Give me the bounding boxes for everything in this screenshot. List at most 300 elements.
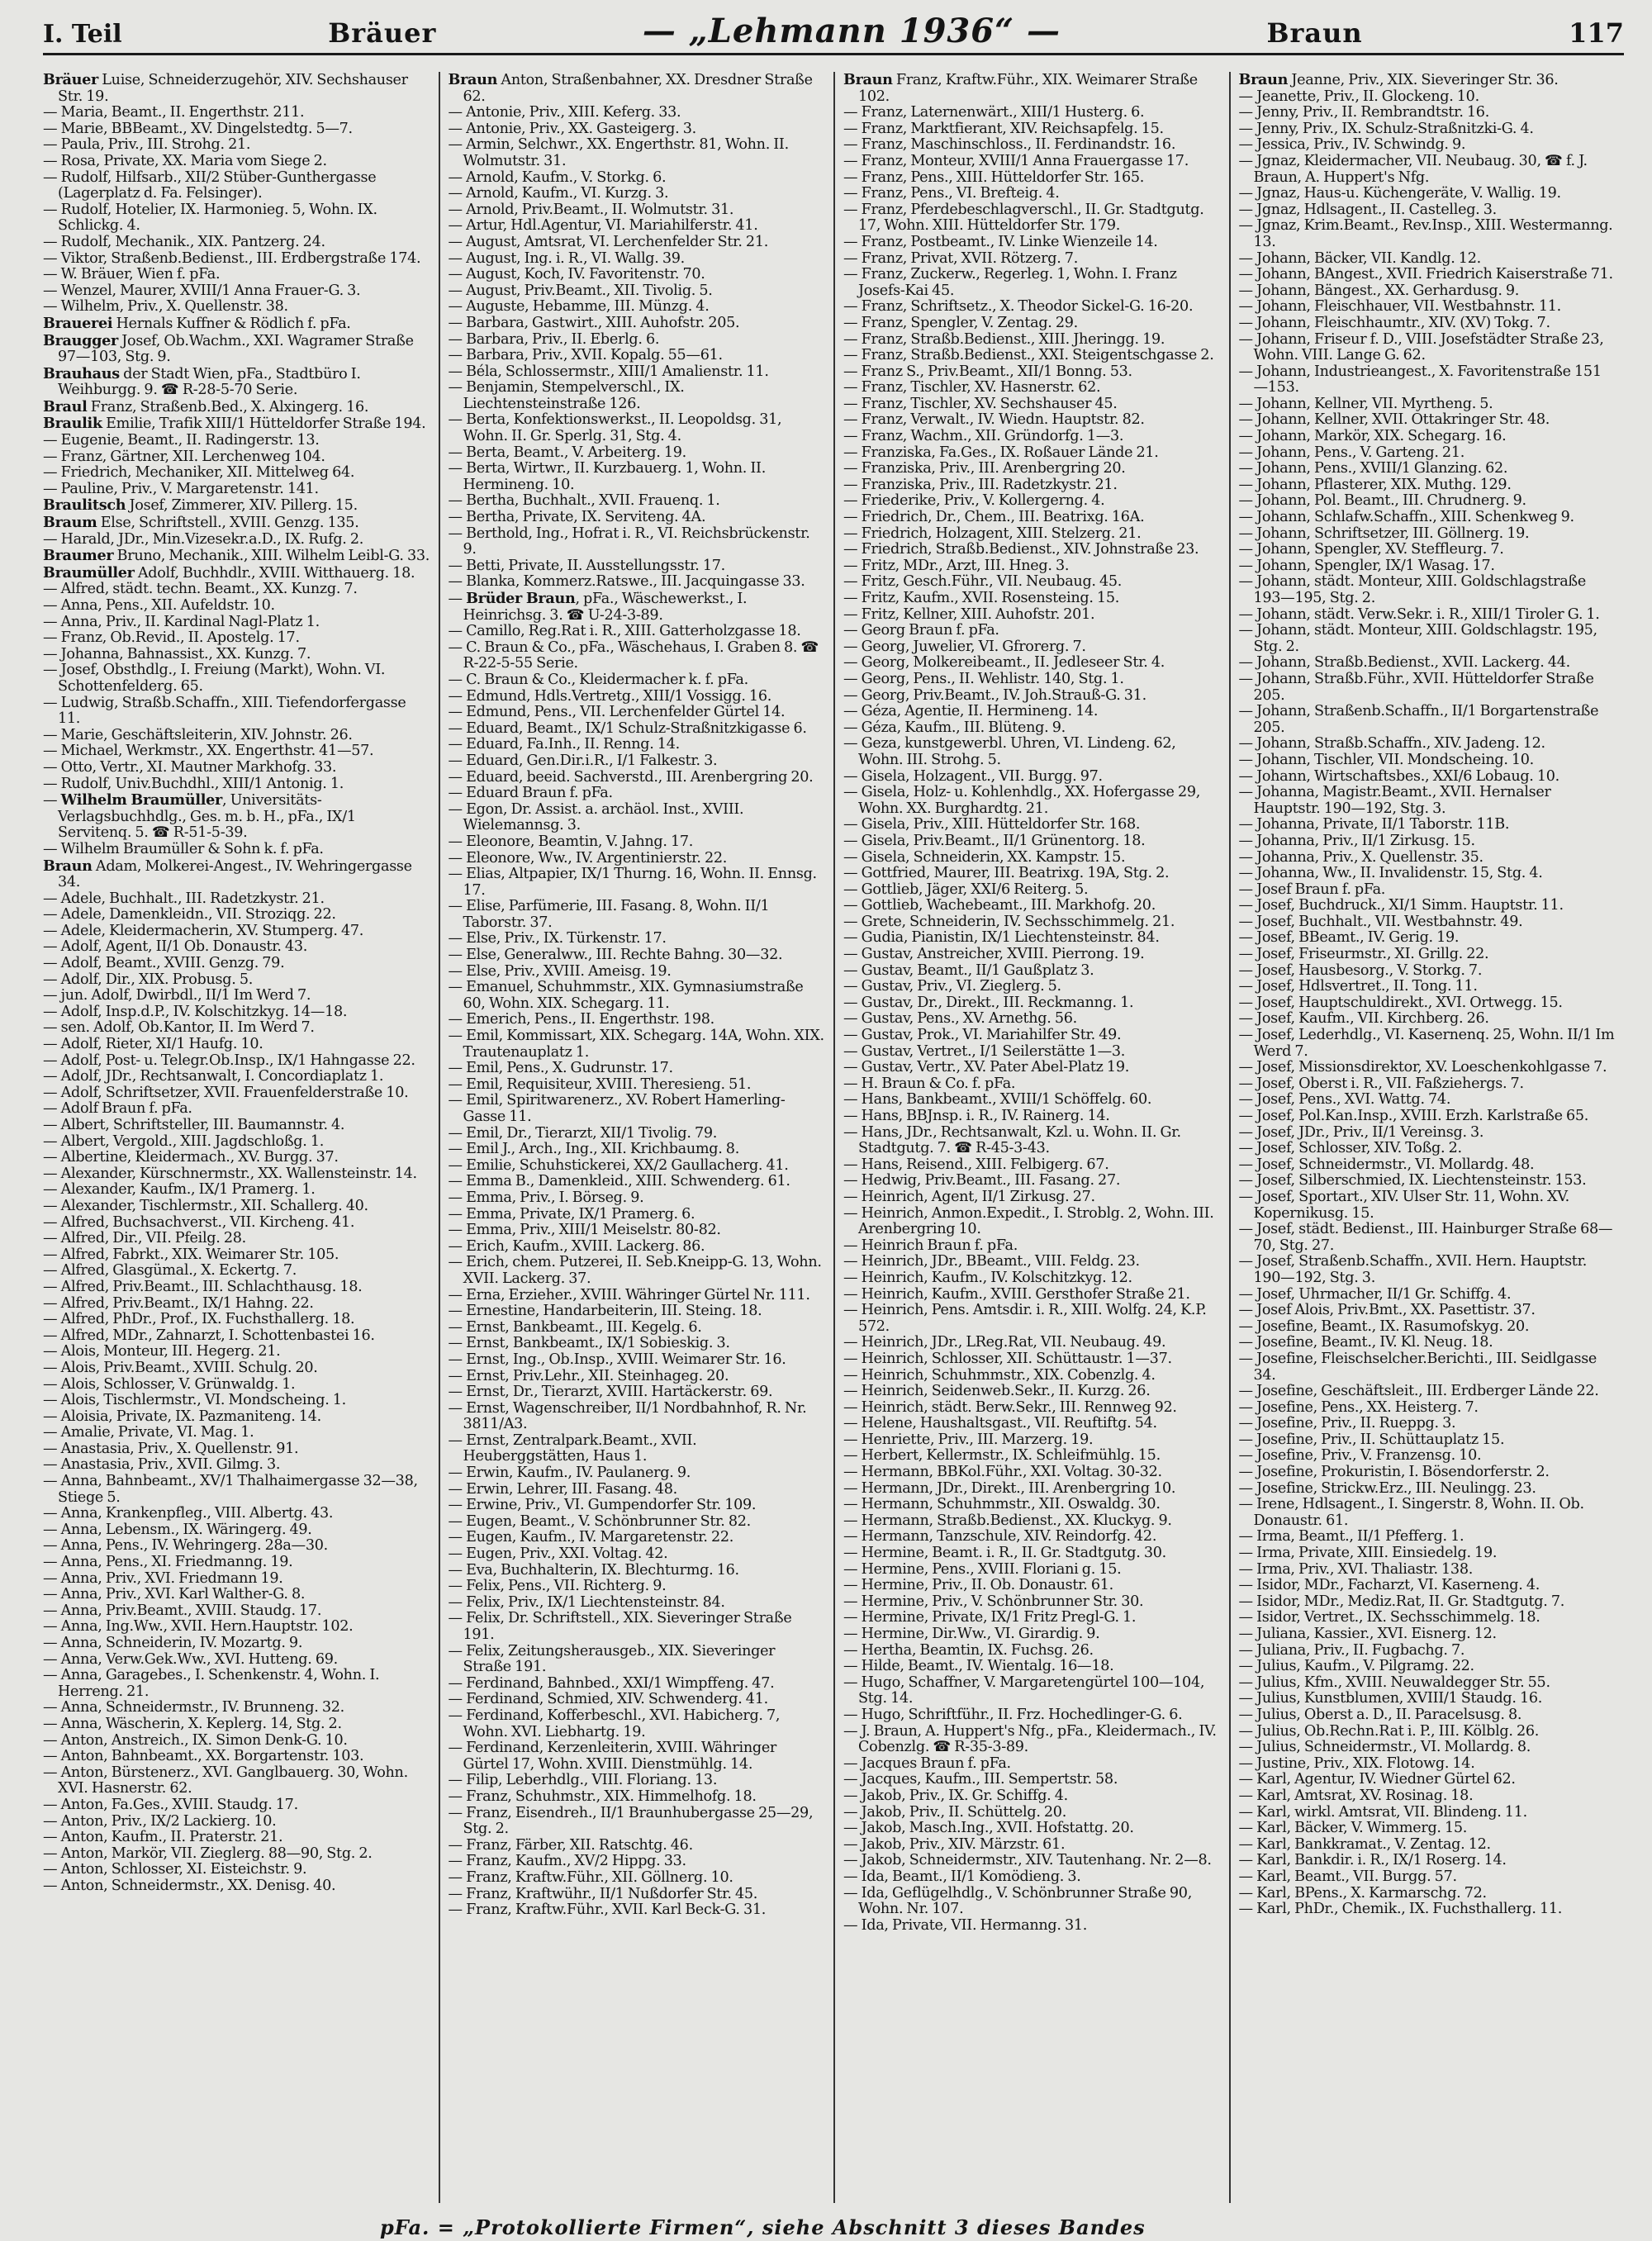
- directory-entry: — Johann, Fleischhauer, VII. Westbahnstr. 11.: [1238, 298, 1561, 316]
- directory-entry: — Josef, Silberschmied, IX. Liechtensteinstr. 153.: [1238, 1172, 1587, 1189]
- directory-entry: — Josef, Lederhdlg., VI. Kasernenq. 25, Wohn. II/1 Im Werd 7.: [1238, 1027, 1615, 1060]
- directory-entry: — Gottlieb, Jäger, XXI/6 Reiterg. 5.: [843, 881, 1089, 898]
- directory-entry: — Heinrich, Anmon.Expedit., I. Stroblg. 2, Wohn. III. Arenbergring 10.: [843, 1204, 1214, 1238]
- directory-entry: — Hermine, Beamt. i. R., II. Gr. Stadtgutg. 30.: [843, 1545, 1166, 1562]
- directory-entry: — Johann, Pens., V. Garteng. 21.: [1238, 444, 1465, 461]
- directory-entry: — Franz, Maschinschloss., II. Ferdinandstr. 16.: [843, 136, 1176, 154]
- directory-entry: — Blanka, Kommerz.Ratswe., III. Jacquingasse 33.: [448, 573, 805, 591]
- directory-entry: — Franz, Postbeamt., IV. Linke Wienzeile 14.: [843, 233, 1158, 250]
- directory-entry: — Karl, BPens., X. Karmarschg. 72.: [1238, 1884, 1487, 1902]
- directory-entry: — sen. Adolf, Ob.Kantor, II. Im Werd 7.: [43, 1019, 315, 1037]
- directory-entry: — Franz, Spengler, V. Zentag. 29.: [843, 314, 1078, 331]
- directory-entry: Braum Else, Schriftstell., XVIII. Genzg. 135.: [43, 514, 359, 532]
- directory-entry: — Alois, Tischlermstr., VI. Mondscheing. 1.: [43, 1392, 346, 1409]
- directory-entry: — Gustav, Anstreicher, XVIII. Pierrong. 19.: [843, 946, 1145, 963]
- directory-entry: — August, Priv.Beamt., XII. Tivolig. 5.: [448, 282, 713, 299]
- directory-entry: — Ernst, Priv.Lehr., XII. Steinhageg. 20.: [448, 1367, 729, 1384]
- directory-entry: — jun. Adolf, Dwirbdl., II/1 Im Werd 7.: [43, 987, 311, 1004]
- directory-entry: — Anastasia, Priv., XVII. Gilmg. 3.: [43, 1456, 281, 1474]
- directory-entry: — Armin, Selchwr., XX. Engerthstr. 81, Wohn. II. Wolmutstr. 31.: [448, 136, 789, 169]
- directory-entry: — Johann, städt. Monteur, XIII. Goldschlagstraße 193—195, Stg. 2.: [1238, 573, 1586, 606]
- directory-entry: — Josef, Schneidermstr., VI. Mollardg. 48.: [1238, 1156, 1535, 1173]
- directory-entry: — Ida, Beamt., II/1 Komödieng. 3.: [843, 1868, 1081, 1885]
- directory-entry: — Anna, Bahnbeamt., XV/1 Thalhaimergasse 32—38, Stiege 5.: [43, 1473, 418, 1506]
- directory-entry: — Alfred, Priv.Beamt., III. Schlachthausg. 18.: [43, 1278, 363, 1295]
- directory-entry: — Adolf, Schriftsetzer, XVII. Frauenfelderstraße 10.: [43, 1084, 409, 1101]
- directory-entry: — Alois, Schlosser, V. Grünwaldg. 1.: [43, 1375, 296, 1393]
- directory-entry: — Filip, Leberhdlg., VIII. Floriang. 13.: [448, 1772, 718, 1789]
- directory-entry: — Artur, Hdl.Agentur, VI. Mariahilferstr. 41.: [448, 217, 758, 235]
- directory-entry: — Wilhelm, Priv., X. Quellenstr. 38.: [43, 298, 288, 316]
- directory-entry: — Julius, Kunstblumen, XVIII/1 Staudg. 16.: [1238, 1690, 1543, 1707]
- directory-entry: — Johanna, Magistr.Beamt., XVII. Hernalser Hauptstr. 190—192, Stg. 3.: [1238, 784, 1551, 817]
- directory-entry: — Georg Braun f. pFa.: [843, 622, 999, 639]
- directory-entry: — H. Braun & Co. f. pFa.: [843, 1075, 1016, 1092]
- directory-entry: — Josefine, Beamt., IX. Rasumofskyg. 20.: [1238, 1318, 1530, 1335]
- directory-entry: — Anton, Markör, VII. Zieglerg. 88—90, Stg. 2.: [43, 1845, 373, 1862]
- directory-entry: — Johann, städt. Monteur, XIII. Goldschlagstr. 195, Stg. 2.: [1238, 622, 1597, 655]
- directory-entry: — Johanna, Priv., X. Quellenstr. 35.: [1238, 848, 1483, 866]
- directory-entry: — Jakob, Priv., II. Schüttelg. 20.: [843, 1803, 1066, 1821]
- directory-entry: — Julius, Kaufm., V. Pilgramg. 22.: [1238, 1658, 1474, 1675]
- directory-entry: — Franz, Pferdebeschlagverschl., II. Gr. Stadtgutg. 17, Wohn. XIII. Hütteldorfer Str. 179.: [843, 201, 1204, 235]
- directory-entry: — August, Koch, IV. Favoritenstr. 70.: [448, 266, 705, 283]
- directory-entry: — Emanuel, Schuhmmstr., XIX. Gymnasiumstraße 60, Wohn. XIX. Schegarg. 11.: [448, 979, 804, 1012]
- directory-entry: — Albert, Vergold., XIII. Jagdschloßg. 1.: [43, 1132, 325, 1150]
- directory-entry: — Rudolf, Hilfsarb., XII/2 Stüber-Gunthergasse (Lagerplatz d. Fa. Felsinger).: [43, 169, 377, 202]
- directory-entry: — Adele, Kleidermacherin, XV. Stumperg. 47.: [43, 922, 364, 939]
- directory-entry: — Franz, Straßb.Bedienst., XIII. Jheringg. 19.: [843, 330, 1165, 348]
- directory-entry: — Josefine, Priv., II. Schüttauplatz 15.: [1238, 1431, 1505, 1448]
- directory-entry: — Irma, Private, XIII. Einsiedelg. 19.: [1238, 1545, 1498, 1562]
- directory-entry: — Franz, Färber, XII. Ratschtg. 46.: [448, 1836, 693, 1854]
- column-2: [439, 72, 834, 2203]
- directory-entry: Braun Adam, Molkerei-Angest., IV. Wehringergasse 34.: [43, 857, 412, 891]
- directory-entry: — Anna, Ing.Ww., XVII. Hern.Hauptstr. 102.: [43, 1618, 354, 1636]
- directory-entry: — Géza, Agentie, II. Hermineng. 14.: [843, 703, 1099, 720]
- directory-entry: — Felix, Zeitungsherausgeb., XIX. Sieveringer Straße 191.: [448, 1642, 776, 1676]
- directory-entry: — Fritz, Kaufm., XVII. Rosensteing. 15.: [843, 590, 1120, 606]
- directory-entry: — Hans, Bankbeamt., XVIII/1 Schöffelg. 60.: [843, 1091, 1152, 1109]
- directory-entry: — Hedwig, Priv.Beamt., III. Fasang. 27.: [843, 1172, 1121, 1189]
- directory-entry: — Ernst, Bankbeamt., IX/1 Sobieskig. 3.: [448, 1335, 730, 1352]
- directory-entry: — Béla, Schlossermstr., XIII/1 Amalienstr. 11.: [448, 363, 769, 380]
- directory-entry: — Heinrich, städt. Berw.Sekr., III. Rennweg 92.: [843, 1398, 1177, 1416]
- directory-entry: — C. Braun & Co., Kleidermacher k. f. pFa.: [448, 671, 748, 688]
- directory-entry: — Josefine, Beamt., IV. Kl. Neug. 18.: [1238, 1334, 1493, 1351]
- directory-entry: — Anna, Pens., XI. Friedmanng. 19.: [43, 1554, 293, 1571]
- directory-entry: Braugger Josef, Ob.Wachm., XXI. Wagramer Straße 97—103, Stg. 9.: [43, 331, 414, 366]
- directory-entry: — Johann, Bäcker, VII. Kandlg. 12.: [1238, 249, 1481, 267]
- directory-entry: — Alexander, Kürschnermstr., XX. Wallensteinstr. 14.: [43, 1165, 417, 1182]
- directory-entry: — Ludwig, Straßb.Schaffn., XIII. Tiefendorfergasse 11.: [43, 694, 406, 728]
- directory-entry: — Camillo, Reg.Rat i. R., XIII. Gatterholzgasse 18.: [448, 623, 801, 640]
- directory-entry: — Josefine, Strickw.Erz., III. Neulingg. 23.: [1238, 1479, 1536, 1497]
- directory-entry: — Franz S., Priv.Beamt., XII/1 Bonng. 53.: [843, 363, 1132, 380]
- directory-entry: — Paula, Priv., III. Strohg. 21.: [43, 136, 251, 154]
- directory-entry: — Irma, Beamt., II/1 Pfefferg. 1.: [1238, 1528, 1464, 1545]
- directory-entry: — Heinrich, Pens. Amtsdir. i. R., XIII. Wolfg. 24, K.P. 572.: [843, 1302, 1207, 1335]
- directory-entry: — Anna, Pens., XII. Aufeldstr. 10.: [43, 597, 275, 614]
- directory-entry: — C. Braun & Co., pFa., Wäschehaus, I. Graben 8. ☎ R-22-5-55 Serie.: [448, 639, 819, 672]
- directory-entry: — Erich, Kaufm., XVIII. Lackerg. 86.: [448, 1237, 705, 1255]
- directory-entry: — Eduard Braun f. pFa.: [448, 785, 613, 802]
- directory-entry: — Harald, JDr., Min.Vizesekr.a.D., IX. Rufg. 2.: [43, 530, 364, 548]
- directory-entry: — Bertha, Buchhalt., XVII. Frauenq. 1.: [448, 492, 720, 510]
- directory-entry: Braun Anton, Straßenbahner, XX. Dresdner Straße 62.: [448, 72, 813, 105]
- directory-entry: — Friedrich, Straßb.Bedienst., XIV. Johnstraße 23.: [843, 541, 1199, 558]
- directory-entry: — Johann, Industrieangest., X. Favoritenstraße 151—153.: [1238, 363, 1602, 396]
- directory-entry: — Irma, Priv., XVI. Thaliastr. 138.: [1238, 1560, 1474, 1578]
- directory-entry: — Adele, Buchhalt., III. Radetzkystr. 21.: [43, 890, 325, 907]
- directory-entry: — Josef, Sportart., XIV. Ulser Str. 11, Wohn. XV. Kopernikusg. 15.: [1238, 1188, 1569, 1222]
- directory-entry: — Anna, Verw.Gek.Ww., XVI. Hutteng. 69.: [43, 1650, 338, 1668]
- directory-entry: — Johann, Schlafw.Schaffn., XIII. Schenkweg 9.: [1238, 509, 1574, 526]
- directory-entry: — Franz, Wachm., XII. Gründorfg. 1—3.: [843, 428, 1124, 445]
- directory-entry: — Else, Priv., IX. Türkenstr. 17.: [448, 930, 667, 947]
- directory-entry: — Franz, Kraftwühr., II/1 Nußdorfer Str. 45.: [448, 1885, 758, 1902]
- directory-entry: — Franz, Marktfierant, XIV. Reichsapfelg. 15.: [843, 120, 1164, 137]
- directory-entry: — Alfred, Fabrkt., XIX. Weimarer Str. 105.: [43, 1246, 339, 1263]
- directory-entry: — Johann, Straßb.Schaffn., XIV. Jadeng. 12.: [1238, 735, 1545, 753]
- directory-entry: — Eugen, Priv., XXI. Voltag. 42.: [448, 1545, 668, 1563]
- directory-entry: — Hermine, Priv., II. Ob. Donaustr. 61.: [843, 1577, 1113, 1594]
- directory-entry: — Johann, Straßenb.Schaffn., II/1 Borgartenstraße 205.: [1238, 703, 1599, 736]
- directory-entry: — Berta, Konfektionswerkst., II. Leopoldsg. 31, Wohn. II. Gr. Sperlg. 31, Stg. 4.: [448, 411, 782, 445]
- directory-entry: — Karl, wirkl. Amtsrat, VII. Blindeng. 11.: [1238, 1803, 1527, 1821]
- directory-entry: — Franz, Ob.Revid., II. Apostelg. 17.: [43, 629, 300, 647]
- directory-entry: — Ida, Private, VII. Hermanng. 31.: [843, 1916, 1088, 1934]
- directory-entry: — Gisela, Holz- u. Kohlenhdlg., XX. Hofergasse 29, Wohn. XX. Burghardtg. 21.: [843, 784, 1201, 817]
- directory-entry: — Franz, Verwalt., IV. Wiedn. Hauptstr. 82.: [843, 411, 1145, 429]
- directory-entry: — Franz, Kraftw.Führ., XVII. Karl Beck-G. 31.: [448, 1902, 767, 1919]
- directory-entry: — Arnold, Kaufm., VI. Kurzg. 3.: [448, 185, 669, 202]
- directory-entry: — Emerich, Pens., II. Engerthstr. 198.: [448, 1011, 714, 1028]
- directory-entry: — Gottlieb, Wachebeamt., III. Markhofg. 20.: [843, 897, 1156, 914]
- directory-entry: — Johanna, Private, II/1 Taborstr. 11B.: [1238, 816, 1510, 833]
- directory-entry: Braumer Bruno, Mechanik., XIII. Wilhelm Leibl-G. 33.: [43, 547, 430, 565]
- directory-entry: — Franz, Pens., VI. Brefteig. 4.: [843, 185, 1060, 202]
- directory-entry: — Josef, Oberst i. R., VII. Faßziehergs. 7.: [1238, 1075, 1524, 1092]
- directory-entry: — Johann, Straßb.Bedienst., XVII. Lackerg. 44.: [1238, 654, 1570, 672]
- directory-entry: — Josef, Uhrmacher, II/1 Gr. Schiffg. 4.: [1238, 1285, 1512, 1303]
- directory-entry: — Barbara, Priv., II. Eberlg. 6.: [448, 330, 660, 348]
- directory-entry: — Gustav, Priv., VI. Zieglerg. 5.: [843, 978, 1061, 995]
- directory-entry: — Josef, Hauptschuldirekt., XVI. Ortwegg. 15.: [1238, 994, 1563, 1011]
- directory-entry: Braul Franz, Straßenb.Bed., X. Alxingerg. 16.: [43, 397, 369, 415]
- directory-entry: — Adolf, Dir., XIX. Probusg. 5.: [43, 971, 254, 988]
- directory-entry: — Friedrich, Mechaniker, XII. Mittelweg 64.: [43, 464, 355, 482]
- directory-entry: — Karl, Amtsrat, XV. Rosinag. 18.: [1238, 1787, 1474, 1804]
- directory-entry: — Johann, Pflasterer, XIX. Muthg. 129.: [1238, 476, 1512, 493]
- directory-entry: — Franz, Tischler, XV. Sechshauser 45.: [843, 395, 1118, 412]
- directory-entry: — W. Bräuer, Wien f. pFa.: [43, 266, 221, 283]
- directory-entry: — Gottfried, Maurer, III. Beatrixg. 19A, Stg. 2.: [843, 865, 1170, 882]
- directory-entry: — Else, Priv., XVIII. Ameisg. 19.: [448, 962, 672, 980]
- directory-entry: — Adolf Braun f. pFa.: [43, 1100, 192, 1118]
- directory-entry: — Juliana, Priv., II. Fugbachg. 7.: [1238, 1641, 1465, 1659]
- directory-entry: — Rudolf, Hotelier, IX. Harmonieg. 5, Wohn. IX. Schlickg. 4.: [43, 201, 377, 235]
- directory-entry: — Hermine, Pens., XVIII. Floriani g. 15.: [843, 1560, 1122, 1578]
- directory-entry: — Jakob, Schneidermstr., XIV. Tautenhang. Nr. 2—8.: [843, 1852, 1212, 1869]
- directory-entry: — Eugenie, Beamt., II. Radingerstr. 13.: [43, 432, 320, 449]
- directory-entry: — Franz, Kaufm., XV/2 Hippg. 33.: [448, 1853, 686, 1870]
- directory-entry: — August, Ing. i. R., VI. Wallg. 39.: [448, 249, 685, 267]
- directory-entry: — Hermine, Dir.Ww., VI. Girardig. 9.: [843, 1626, 1100, 1642]
- directory-entry: — Alfred, Glasgümal., X. Eckertg. 7.: [43, 1262, 297, 1280]
- directory-entry: — Karl, Bankdir. i. R., IX/1 Roserg. 14.: [1238, 1852, 1507, 1869]
- directory-entry: — Jakob, Masch.Ing., XVII. Hofstattg. 20.: [843, 1820, 1134, 1837]
- directory-entry: — Benjamin, Stempelverschl., IX. Liechtensteinstraße 126.: [448, 379, 685, 412]
- directory-entry: — Ernst, Zentralpark.Beamt., XVII. Heuberggstätten, Haus 1.: [448, 1431, 697, 1465]
- directory-entry: — Eduard, beeid. Sachverstd., III. Arenbergring 20.: [448, 768, 814, 786]
- directory-entry: Braumüller Adolf, Buchhdlr., XVIII. Witthauerg. 18.: [43, 563, 415, 582]
- directory-entry: — Ernst, Bankbeamt., III. Kegelg. 6.: [448, 1318, 702, 1336]
- directory-entry: — Anton, Schlosser, XI. Eisteichstr. 9.: [43, 1861, 307, 1878]
- directory-entry: — Franz, Pens., XIII. Hütteldorfer Str. 165.: [843, 169, 1145, 186]
- directory-entry: — Hermann, Straßb.Bedienst., XX. Kluckyg. 9.: [843, 1512, 1172, 1529]
- directory-entry: — Heinrich, Agent, II/1 Zirkusg. 27.: [843, 1188, 1095, 1205]
- directory-entry: — Franz, Kraftw.Führ., XII. Göllnerg. 10.: [448, 1868, 733, 1886]
- directory-entry: — Fritz, Gesch.Führ., VII. Neubaug. 45.: [843, 573, 1123, 591]
- directory-entry: Brauerei Hernals Kuffner & Rödlich f. pFa.: [43, 314, 351, 332]
- directory-entry: — Johann, Fleischhaumtr., XIV. (XV) Tokg. 7.: [1238, 314, 1550, 331]
- directory-entry: — Heinrich, Kaufm., XVIII. Gersthofer Straße 21.: [843, 1285, 1190, 1303]
- directory-entry: — Emma, Priv., I. Börseg. 9.: [448, 1189, 644, 1206]
- directory-entry: — Fritz, Kellner, XIII. Auhofstr. 201.: [843, 605, 1095, 623]
- directory-entry: — Franz, Schriftsetz., X. Theodor Sickel-G. 16-20.: [843, 298, 1194, 316]
- directory-entry: — Hermann, Schuhmmstr., XII. Oswaldg. 30.: [843, 1496, 1161, 1513]
- directory-entry: — Fritz, MDr., Arzt, III. Hneg. 3.: [843, 557, 1070, 574]
- directory-entry: — Juliana, Kassier., XVI. Eisnerg. 12.: [1238, 1626, 1497, 1642]
- directory-entry: — Adele, Damenkleidn., VII. Stroziqg. 22.: [43, 906, 336, 923]
- directory-entry: — Josefine, Pens., XX. Heisterg. 7.: [1238, 1398, 1479, 1416]
- directory-entry: — Georg, Juwelier, VI. Gfrorerg. 7.: [843, 638, 1086, 655]
- directory-entry: — Julius, Kfm., XVIII. Neuwaldegger Str. 55.: [1238, 1674, 1550, 1691]
- right-catchword: Braun: [1266, 17, 1363, 49]
- directory-entry: — Josef, Straßenb.Schaffn., XVII. Hern. Hauptstr. 190—192, Stg. 3.: [1238, 1253, 1588, 1286]
- directory-entry: — Herbert, Kellermstr., IX. Schleifmühlg. 15.: [843, 1447, 1161, 1465]
- directory-entry: — Jeanette, Priv., II. Glockeng. 10.: [1238, 88, 1479, 105]
- directory-entry: — Egon, Dr. Assist. a. archäol. Inst., XVIII. Wielemannsg. 3.: [448, 800, 744, 834]
- directory-entry: — Josef, Friseurmstr., XI. Grillg. 22.: [1238, 946, 1489, 963]
- directory-entry: — Josef, Kaufm., VII. Kirchberg. 26.: [1238, 1010, 1489, 1028]
- directory-entry: — Heinrich, JDr., LReg.Rat, VII. Neubaug. 49.: [843, 1334, 1166, 1351]
- directory-entry: — Karl, PhDr., Chemik., IX. Fuchsthallerg. 11.: [1238, 1901, 1563, 1918]
- directory-entry: — Eduard, Gen.Dir.i.R., I/1 Falkestr. 3.: [448, 752, 718, 769]
- directory-entry: — Albert, Schriftsteller, III. Baumannstr. 4.: [43, 1117, 345, 1133]
- directory-entry: — Jenny, Priv., II. Rembrandtstr. 16.: [1238, 104, 1489, 121]
- directory-entry: — Anton, Fa.Ges., XVIII. Staudg. 17.: [43, 1796, 298, 1813]
- directory-entry: — Hans, JDr., Rechtsanwalt, Kzl. u. Wohn. II. Gr. Stadtgutg. 7. ☎ R-45-3-43.: [843, 1123, 1181, 1157]
- part-label: I. Teil: [43, 20, 122, 49]
- directory-entry: — Bertha, Private, IX. Serviteng. 4A.: [448, 509, 706, 526]
- directory-entry: — Alexander, Tischlermstr., XII. Schallerg. 40.: [43, 1197, 368, 1214]
- directory-entry: — Jgnaz, Kleidermacher, VII. Neubaug. 30, ☎ f. J. Braun, A. Huppert's Nfg.: [1238, 152, 1588, 186]
- directory-entry: — Johanna, Priv., II/1 Zirkusg. 15.: [1238, 832, 1475, 849]
- directory-entry: — Johanna, Bahnassist., XX. Kunzg. 7.: [43, 645, 311, 662]
- directory-entry: — Anton, Bahnbeamt., XX. Borgartenstr. 103.: [43, 1748, 364, 1765]
- directory-entry: — Else, Generalww., III. Rechte Bahng. 30—32.: [448, 947, 783, 964]
- directory-entry: — Barbara, Priv., XVII. Kopalg. 55—61.: [448, 347, 723, 364]
- directory-entry: — Gustav, Beamt., II/1 Gaußplatz 3.: [843, 961, 1094, 979]
- directory-entry: — Jgnaz, Krim.Beamt., Rev.Insp., XIII. Westermanng. 13.: [1238, 217, 1613, 250]
- directory-entry: — Rudolf, Univ.Buchdhl., XIII/1 Antonig. 1.: [43, 775, 344, 792]
- directory-entry: — Erwin, Kaufm., IV. Paulanerg. 9.: [448, 1465, 691, 1482]
- directory-entry: — Josef, Pol.Kan.Insp., XVIII. Erzh. Karlstraße 65.: [1238, 1108, 1589, 1124]
- directory-entry: — Emil, Kommissart, XIX. Schegarg. 14A, Wohn. XIX. Trautenauplatz 1.: [448, 1028, 824, 1061]
- directory-entry: — Anastasia, Priv., X. Quellenstr. 91.: [43, 1440, 299, 1457]
- directory-entry: — Julius, Schneidermstr., VI. Mollardg. 8.: [1238, 1739, 1531, 1756]
- directory-entry: — Josefine, Priv., II. Rueppg. 3.: [1238, 1415, 1456, 1432]
- directory-entry: — Maria, Beamt., II. Engerthstr. 211.: [43, 104, 305, 121]
- directory-entry: — Josef Braun f. pFa.: [1238, 881, 1386, 898]
- directory-entry: — Alfred, MDr., Zahnarzt, I. Schottenbastei 16.: [43, 1327, 375, 1344]
- directory-entry: — Felix, Priv., IX/1 Liechtensteinstr. 84.: [448, 1593, 725, 1611]
- directory-entry: — Erwin, Lehrer, III. Fasang. 48.: [448, 1480, 677, 1498]
- directory-entry: — Friedrich, Holzagent, XIII. Stelzerg. 21.: [843, 525, 1142, 542]
- directory-entry: — Josef, Hdlsvertret., II. Tong. 11.: [1238, 978, 1478, 995]
- directory-entry: — Johann, Kellner, XVII. Ottakringer Str. 48.: [1238, 411, 1550, 429]
- directory-entry: — Johann, BAngest., XVII. Friedrich Kaiserstraße 71.: [1238, 266, 1613, 283]
- directory-entry: — Johann, Friseur f. D., VIII. Josefstädter Straße 23, Wohn. VIII. Lange G. 62.: [1238, 330, 1604, 364]
- directory-entry: — Eleonore, Ww., IV. Argentinierstr. 22.: [448, 849, 728, 866]
- directory-entry: — Rudolf, Mechanik., XIX. Pantzerg. 24.: [43, 233, 325, 250]
- directory-entry: — Friedrich, Dr., Chem., III. Beatrixg. 16A.: [843, 509, 1145, 526]
- directory-entry: — Grete, Schneiderin, IV. Sechsschimmelg. 21.: [843, 913, 1175, 930]
- directory-entry: — Anna, Krankenpfleg., VIII. Albertg. 43.: [43, 1505, 334, 1522]
- directory-entry: — Isidor, MDr., Mediz.Rat, II. Gr. Stadtgutg. 7.: [1238, 1593, 1565, 1610]
- directory-entry: — Emil, Pens., X. Gudrunstr. 17.: [448, 1060, 673, 1077]
- directory-entry: — Josef, städt. Bedienst., III. Hainburger Straße 68—70, Stg. 27.: [1238, 1221, 1613, 1254]
- directory-entry: — Eva, Buchhalterin, IX. Blechturmg. 16.: [448, 1561, 739, 1579]
- directory-entry: — Gustav, Vertr., XV. Pater Abel-Platz 19.: [843, 1059, 1130, 1076]
- directory-entry: Braun Jeanne, Priv., XIX. Sieveringer Str. 36.: [1238, 72, 1559, 88]
- directory-entry: — Julius, Ob.Rechn.Rat i. P., III. Kölblg. 26.: [1238, 1722, 1540, 1740]
- directory-entry: — Emil J., Arch., Ing., XII. Krichbaumg. 8.: [448, 1141, 739, 1158]
- directory-entry: — Alexander, Kaufm., IX/1 Pramerg. 1.: [43, 1181, 316, 1199]
- directory-entry: — Hermine, Priv., V. Schönbrunner Str. 30.: [843, 1593, 1144, 1610]
- directory-entry: — Josef, Pens., XVI. Wattg. 74.: [1238, 1091, 1451, 1109]
- directory-entry: — Irene, Hdlsagent., I. Singerstr. 8, Wohn. II. Ob. Donaustr. 61.: [1238, 1496, 1584, 1529]
- directory-entry: — Franz, Zuckerw., Regerleg. 1, Wohn. I. Franz Josefs-Kai 45.: [843, 266, 1177, 299]
- directory-entry: — Friederike, Priv., V. Kollergerng. 4.: [843, 492, 1105, 510]
- directory-entry: — Otto, Vertr., XI. Mautner Markhofg. 33.: [43, 758, 337, 776]
- directory-entry: — Hertha, Beamtin, IX. Fuchsg. 26.: [843, 1641, 1094, 1659]
- directory-entry: Brauhaus der Stadt Wien, pFa., Stadtbüro I. Weihburgg. 9. ☎ R-28-5-70 Serie.: [43, 364, 361, 399]
- directory-entry: — Hermann, Tanzschule, XIV. Reindorfg. 42.: [843, 1528, 1157, 1545]
- directory-entry: — Gisela, Holzagent., VII. Burgg. 97.: [843, 767, 1103, 785]
- directory-entry: — Josef Alois, Priv.Bmt., XX. Pasettistr. 37.: [1238, 1302, 1536, 1319]
- directory-entry: — Adolf, Rieter, XI/1 Haufg. 10.: [43, 1036, 263, 1053]
- directory-entry: — Ernst, Dr., Tierarzt, XVIII. Hartäckerstr. 69.: [448, 1384, 773, 1401]
- directory-entry: — Johann, Bängest., XX. Gerhardusg. 9.: [1238, 282, 1520, 299]
- directory-entry: — Georg, Molkereibeamt., II. Jedleseer Str. 4.: [843, 654, 1165, 672]
- directory-entry: — Gudia, Pianistin, IX/1 Liechtensteinstr. 84.: [843, 929, 1160, 947]
- directory-entry: — Franz, Monteur, XVIII/1 Anna Frauergasse 17.: [843, 152, 1189, 169]
- directory-entry: — Adolf, Post- u. Telegr.Ob.Insp., IX/1 Hahngasse 22.: [43, 1052, 415, 1069]
- directory-entry: — Heinrich, JDr., BBeamt., VIII. Feldg. 23.: [843, 1253, 1140, 1270]
- directory-entry: — Albertine, Kleidermach., XV. Burgg. 37.: [43, 1149, 339, 1166]
- directory-entry: — Karl, Beamt., VII. Burgg. 57.: [1238, 1868, 1457, 1885]
- directory-entry: — Johann, Kellner, VII. Myrtheng. 5.: [1238, 395, 1493, 412]
- directory-entry: — Franz, Eisendreh., II/1 Braunhubergasse 25—29, Stg. 2.: [448, 1804, 814, 1838]
- directory-entry: — Amalie, Private, VI. Mag. 1.: [43, 1424, 254, 1441]
- directory-entry: — Heinrich, Schuhmmstr., XIX. Cobenzlg. 4.: [843, 1366, 1156, 1384]
- directory-entry: — Pauline, Priv., V. Margaretenstr. 141.: [43, 480, 319, 497]
- directory-entry: — Eduard, Fa.Inh., II. Renng. 14.: [448, 736, 680, 753]
- directory-entry: — Heinrich, Seidenweb.Sekr., II. Kurzg. 26.: [843, 1383, 1151, 1400]
- directory-entry: — Gustav, Pens., XV. Arnethg. 56.: [843, 1010, 1077, 1028]
- directory-entry: — Berta, Wirtwr., II. Kurzbauerg. 1, Wohn. II. Hermineng. 10.: [448, 460, 766, 493]
- directory-entry: — Julius, Oberst a. D., II. Paracelsusg. 8.: [1238, 1706, 1522, 1723]
- directory-entry: — Ferdinand, Bahnbed., XXI/1 Wimpffeng. 47.: [448, 1674, 775, 1692]
- directory-entry: — Wenzel, Maurer, XVIII/1 Anna Frauer-G. 3.: [43, 282, 361, 299]
- directory-entry: — Karl, Bäcker, V. Wimmerg. 15.: [1238, 1820, 1468, 1837]
- left-catchword: Bräuer: [328, 17, 437, 49]
- directory-entry: — Gisela, Schneiderin, XX. Kampstr. 15.: [843, 848, 1126, 866]
- directory-entry: — Isidor, Vertret., IX. Sechsschimmelg. 18.: [1238, 1609, 1540, 1626]
- page-footer: pFa. = „Protokollierte Firmen“, siehe Abschnitt 3 dieses Bandes: [380, 2215, 1146, 2239]
- directory-entry: — Justine, Priv., XIX. Flotowg. 14.: [1238, 1754, 1475, 1772]
- directory-entry: Braulitsch Josef, Zimmerer, XIV. Pillerg. 15.: [43, 496, 358, 515]
- directory-entry: — Gisela, Priv., XIII. Hütteldorfer Str. 168.: [843, 816, 1141, 833]
- directory-entry: — Hermann, JDr., Direkt., III. Arenbergring 10.: [843, 1479, 1176, 1497]
- directory-entry: — Heinrich Braun f. pFa.: [843, 1237, 1018, 1254]
- directory-entry: — Erwine, Priv., VI. Gumpendorfer Str. 109.: [448, 1497, 757, 1514]
- directory-entry: — Emma, Private, IX/1 Pramerg. 6.: [448, 1205, 695, 1223]
- directory-entry: — Emil, Requisiteur, XVIII. Theresieng. 51.: [448, 1075, 752, 1093]
- directory-entry: — Josef, JDr., Priv., II/1 Vereinsg. 3.: [1238, 1123, 1484, 1141]
- directory-entry: — Jakob, Priv., XIV. Märzstr. 61.: [843, 1835, 1066, 1853]
- directory-entry: — Aloisia, Private, IX. Pazmaniteng. 14.: [43, 1408, 321, 1425]
- directory-entry: — Ernst, Wagenschreiber, II/1 Nordbahnhof, R. Nr. 3811/A3.: [448, 1399, 807, 1433]
- directory-entry: — Hermine, Private, IX/1 Fritz Pregl-G. 1.: [843, 1609, 1137, 1626]
- directory-entry: — Gustav, Vertret., I/1 Seilerstätte 1—3.: [843, 1042, 1126, 1060]
- directory-entry: — Franziska, Priv., III. Radetzkystr. 21.: [843, 476, 1118, 493]
- directory-entry: — Gustav, Dr., Direkt., III. Reckmanng. 1.: [843, 994, 1134, 1011]
- page-header: [43, 12, 1624, 55]
- directory-entry: — Hilde, Beamt., IV. Wientalg. 16—18.: [843, 1658, 1114, 1675]
- directory-entry: — Franz, Laternenwärt., XIII/1 Husterg. 6.: [843, 104, 1145, 121]
- directory-entry: — Josef, Buchdruck., XI/1 Simm. Hauptstr. 11.: [1238, 897, 1564, 914]
- directory-entry: — Arnold, Priv.Beamt., II. Wolmutstr. 31.: [448, 201, 734, 218]
- directory-entry: — Eugen, Kaufm., IV. Margaretenstr. 22.: [448, 1529, 734, 1546]
- directory-entry: — Anna, Priv., XVI. Friedmann 19.: [43, 1569, 283, 1587]
- directory-entry: — Gustav, Prok., VI. Mariahilfer Str. 49.: [843, 1027, 1122, 1044]
- directory-entry: — Josefine, Prokuristin, I. Bösendorferstr. 2.: [1238, 1464, 1550, 1481]
- directory-entry: — Hugo, Schaffner, V. Margaretengürtel 100—104, Stg. 14.: [843, 1674, 1205, 1707]
- directory-entry: — Barbara, Gastwirt., XIII. Auhofstr. 205.: [448, 314, 740, 331]
- directory-entry: — Anna, Priv., XVI. Karl Walther-G. 8.: [43, 1586, 306, 1603]
- directory-entry: — Wilhelm Braumüller & Sohn k. f. pFa.: [43, 840, 324, 857]
- directory-columns: [43, 72, 1624, 2203]
- column-3: [833, 72, 1229, 2203]
- directory-entry: — Anna, Schneidermstr., IV. Brunneng. 32.: [43, 1699, 344, 1716]
- directory-entry: — Johann, Pens., XVIII/1 Glanzing. 62.: [1238, 460, 1508, 477]
- directory-entry: — Anna, Priv., II. Kardinal Nagl-Platz 1.: [43, 613, 320, 630]
- directory-entry: — Josef, Obsthdlg., I. Freiung (Markt), Wohn. VI. Schottenfelderg. 65.: [43, 662, 386, 695]
- directory-entry: — Josefine, Geschäftsleit., III. Erdberger Lände 22.: [1238, 1383, 1599, 1400]
- directory-entry: — Heinrich, Schlosser, XII. Schüttaustr. 1—37.: [843, 1350, 1172, 1367]
- directory-entry: — Anna, Pens., IV. Wehringerg. 28a—30.: [43, 1537, 328, 1555]
- directory-entry: — Jgnaz, Hdlsagent., II. Castelleg. 3.: [1238, 201, 1497, 218]
- directory-entry: — Hans, BBJnsp. i. R., IV. Rainerg. 14.: [843, 1108, 1110, 1124]
- directory-entry: — Felix, Dr. Schriftstell., XIX. Sieveringer Straße 191.: [448, 1610, 792, 1643]
- directory-entry: Braun Franz, Kraftw.Führ., XIX. Weimarer Straße 102.: [843, 72, 1198, 105]
- directory-entry: — Geza, kunstgewerbl. Uhren, VI. Lindeng. 62, Wohn. III. Strohg. 5.: [843, 735, 1176, 768]
- directory-entry: — Eugen, Beamt., V. Schönbrunner Str. 82.: [448, 1512, 751, 1530]
